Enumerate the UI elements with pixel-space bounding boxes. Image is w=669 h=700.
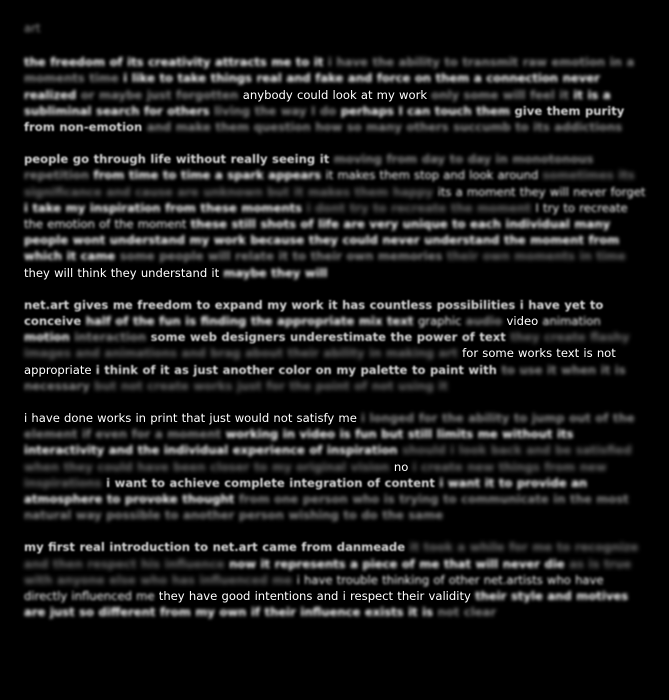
text-segment: its a moment they will never forget [437,184,646,199]
paragraph [24,151,649,281]
text-segment: they have good intentions and i respect their validity [158,589,476,604]
text-segment: they create flashy images and animations and brag about their ability in making art [24,330,630,361]
text-segment: i have the ability to transmit raw emotion in a moments time [24,55,635,86]
text-segment: net.art gives me freedom to expand my work it has countless possibilities i have yet to conceive [24,297,604,329]
text-segment: these still shots of life are very unique to each individual [190,217,575,232]
text-segment: working in video is fun but still limits me without its interactivity and the individual experience of inspiration [24,427,574,458]
text-segment: only some will feel it [431,87,574,102]
text-segment: I try to recreate the emotion of the moment [24,200,628,232]
text-segment: give them purity from non-emotion [24,103,625,135]
paragraph [24,297,649,394]
text-segment: i think of it as just another color on my palette to paint with [95,362,502,377]
paragraph [24,539,649,620]
paragraph [24,54,649,135]
paragraph [24,410,649,523]
text-segment: as is true with anyone else who has influenced me [24,556,632,587]
text-segment: and make them question how so many others succumb to its addictions [146,120,623,135]
text-segment: it makes them stop and look around [325,168,543,183]
text-segment: but not create works just for the point of not using it [94,378,448,393]
text-segment: living the way I do [214,103,341,118]
text-segment: maybe they will [223,265,328,280]
text-segment: i like to take things real and fake and force on them a connection never realized [24,71,600,102]
text-segment: anybody could look at my work [242,87,432,102]
text-segment: the freedom of its creativity attracts me to it [24,55,328,70]
text-segment: their style and motives are just so different from my own if their influence exists it is [24,589,629,620]
text-segment: they will think they understand it [24,265,224,280]
text-segment: now it represents a piece of me that will never die [229,556,570,571]
text-segment: some people will relate it to their own memories [119,249,447,264]
text-segment: it took a while for me to recognize and then respect his influence [24,540,639,571]
text-segment: animation [542,314,601,329]
text-segment: moving from day to day in monotonous repetition [24,152,594,183]
text-segment: or maybe just forgotten [80,87,243,102]
text-segment: people go through life without really seeing it [24,152,334,167]
text-segment: motion [24,330,75,345]
text-segment: video [506,314,543,329]
text-segment: i want to achieve complete integration of content [106,475,440,490]
text-segment: no [393,459,413,474]
text-segment: should i look back and be satisfied when they could have been closer to my original vision [24,443,632,474]
text-segment: i have trouble thinking of other net.artists who have directly influenced me [24,572,604,604]
text-segment: sometimes its significance and cause are unknown but it makes them happy [24,168,635,199]
text-segment: i take my inspiration from these moments [24,200,307,215]
text-segment: some web designers underestimate the power of text [150,330,511,345]
text-segment: i want it to provide an atmosphere to provoke thought [24,475,588,507]
text-segment: half of the fun is finding the appropriate mix [85,314,387,329]
text-segment: text [386,314,418,329]
text-segment: graphic [417,314,466,329]
text-segment: it is a subliminal search for others [24,87,611,118]
text-segment: their own moments in time [446,249,626,264]
text-segment: my first real introduction to net.art came from danmeade [24,540,410,555]
text-segment: many people wont understand my work because they could never understand the moment from which it came [24,217,620,264]
text-segment: from time to time a spark appears [93,168,326,183]
text-segment: i longed for the ability to jump out of the element if even for a moment [24,411,635,442]
text-segment: interaction [74,330,151,345]
page-content [24,20,649,637]
text-body [24,54,649,620]
text-segment: audio [465,314,507,329]
text-segment: to use it when it is necessary [24,362,626,393]
text-segment: i have done works in print that just would not satisfy me [24,411,362,426]
page-title: art [24,21,41,35]
text-segment: i dont try to recreate the moment [306,200,536,215]
text-segment: for some works text is not appropriate [24,346,616,377]
text-segment: not clear [437,605,497,620]
text-segment: perhaps I can touch them [340,103,515,118]
text-segment: from one person who is trying to communicate in the most natural way possible to another person wishing to do the same [24,492,629,523]
text-segment: i create new things from new inspirations [24,459,607,490]
